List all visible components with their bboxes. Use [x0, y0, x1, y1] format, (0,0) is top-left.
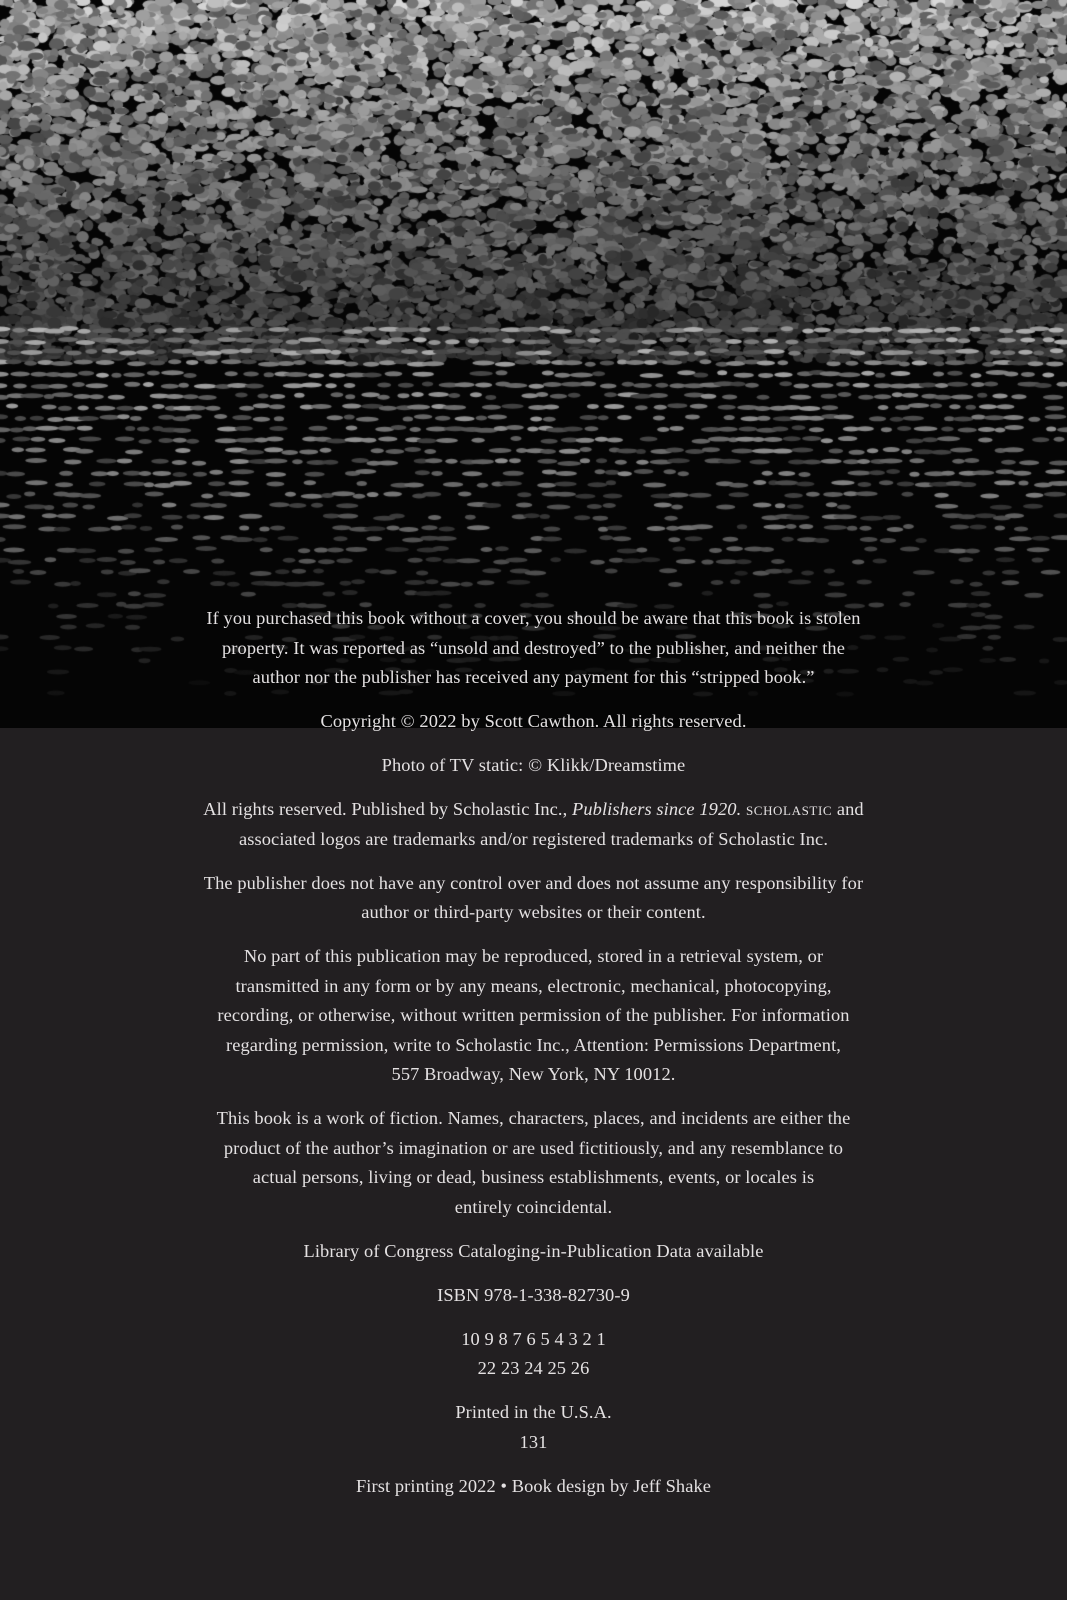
- cip-notice: Library of Congress Cataloging-in-Publication Data available: [303, 1240, 764, 1261]
- third-party-disclaimer: The publisher does not have any control over and does not assume any responsibility for author or third-party websites or their content.: [203, 872, 864, 922]
- printing-line: 10 9 8 7 6 5 4 3 2 1 22 23 24 25 26: [461, 1328, 606, 1378]
- isbn: ISBN 978-1-338-82730-9: [437, 1284, 630, 1305]
- copyright-page-text: [140, 604, 927, 1516]
- photo-credit: Photo of TV static: © Klikk/Dreamstime: [381, 755, 686, 775]
- permissions-notice: No part of this publication may be reproduced, stored in a retrieval system, or transmitted in any form or by any means, electronic, mechanical, photocopying, recording, or otherwise, without written permission of the publisher. For information regarding permission, write to Scholastic Inc., Attention: Permissions Department, 557 Broadway, New York, NY 10012.: [217, 946, 850, 1084]
- fiction-disclaimer: This book is a work of fiction. Names, characters, places, and incidents are either the product of the author’s imagination or are used fictitiously, and any resemblance to actual persons, living or dead, business establishments, events, or locales is entirely coincidental.: [216, 1108, 851, 1217]
- stripped-book-notice: If you purchased this book without a cover, you should be aware that this book is stolen property. It was reported as “unsold and destroyed” to the publisher, and neither the author nor the publisher has received any payment for this “stripped book.”: [206, 608, 861, 687]
- trademark-notice: All rights reserved. Published by Scholastic Inc., Publishers since 1920. scholastic and associated logos are trademarks and/or registered trademarks of Scholastic Inc.: [203, 799, 864, 849]
- printed-in: Printed in the U.S.A. 131: [455, 1402, 612, 1452]
- first-printing: First printing 2022 • Book design by Jeff Shake: [355, 1475, 712, 1496]
- copyright-notice: Copyright © 2022 by Scott Cawthon. All rights reserved.: [320, 711, 747, 731]
